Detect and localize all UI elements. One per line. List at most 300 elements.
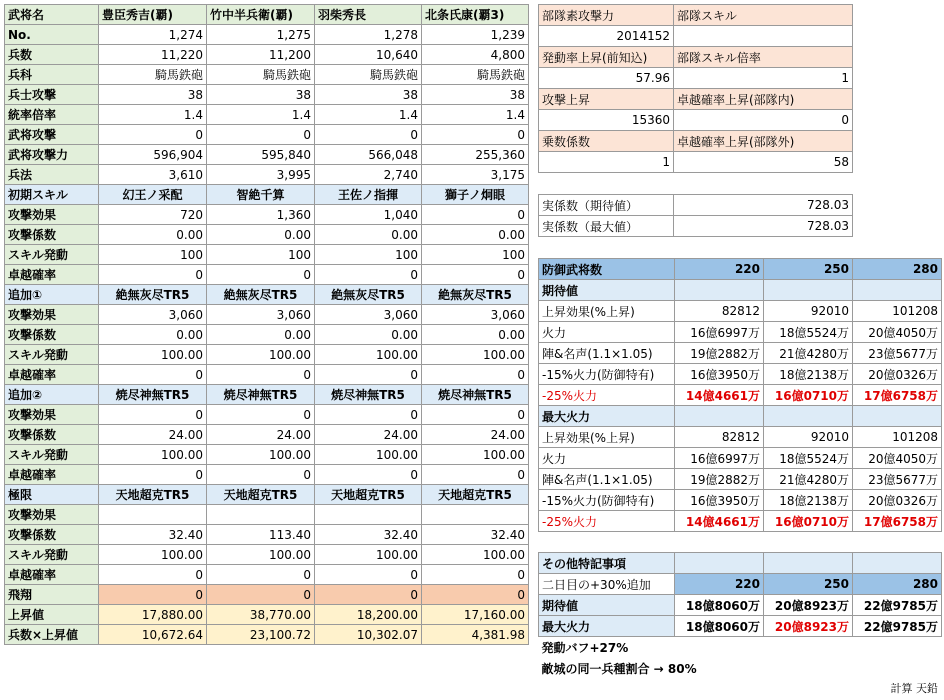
defense-value: 16億0710万	[764, 385, 853, 406]
table-row	[5, 345, 529, 365]
table-row	[5, 45, 529, 65]
value-cell: 0	[315, 125, 422, 145]
value-cell: 10,302.07	[315, 625, 422, 645]
param-value: 58	[674, 152, 853, 173]
defense-value: 21億4280万	[764, 469, 853, 490]
skill-name-cell: 天地超克TR5	[315, 485, 422, 505]
table-row	[5, 625, 529, 645]
column-header-general: 竹中半兵衛(覇)	[207, 5, 315, 25]
table-row	[5, 325, 529, 345]
value-cell: 17,880.00	[99, 605, 207, 625]
param-label-row	[539, 5, 853, 26]
special-sub-label: 二日目の+30%追加	[539, 574, 675, 595]
value-cell: 100.00	[315, 345, 422, 365]
row-label: 攻撃効果	[5, 305, 99, 325]
special-expected-label: 期待値	[539, 595, 675, 616]
defense-row-label: 火力	[539, 322, 675, 343]
skill-name-cell: 絶無灰尽TR5	[207, 285, 315, 305]
value-cell: 10,640	[315, 45, 422, 65]
defense-row	[539, 322, 942, 343]
section-title-fill	[675, 280, 764, 301]
skill-name-cell: 絶無灰尽TR5	[99, 285, 207, 305]
value-cell: 0	[207, 405, 315, 425]
defense-row	[539, 343, 942, 364]
skill-name-cell: 天地超克TR5	[207, 485, 315, 505]
defense-value: 21億4280万	[764, 343, 853, 364]
defense-value: 101208	[853, 427, 942, 448]
unit-stats-table	[4, 4, 529, 645]
value-cell: 1,278	[315, 25, 422, 45]
value-cell: 23,100.72	[207, 625, 315, 645]
column-header-name: 武将名	[5, 5, 99, 25]
defense-value: 92010	[764, 427, 853, 448]
defense-value: 14億4661万	[675, 511, 764, 532]
special-expected-row	[539, 595, 942, 616]
value-cell: 0	[207, 365, 315, 385]
value-cell: 100	[315, 245, 422, 265]
defense-value: 23億5677万	[853, 343, 942, 364]
row-label: スキル発動	[5, 445, 99, 465]
value-cell: 0	[422, 265, 529, 285]
row-label: 卓越確率	[5, 265, 99, 285]
value-cell: 255,360	[422, 145, 529, 165]
defense-row-label: -15%火力(防御特有)	[539, 364, 675, 385]
value-cell: 100.00	[315, 445, 422, 465]
table-row	[5, 305, 529, 325]
defense-row	[539, 301, 942, 322]
value-cell: 11,200	[207, 45, 315, 65]
defense-col-header: 250	[764, 259, 853, 280]
row-label: 追加②	[5, 385, 99, 405]
defense-value: 18億2138万	[764, 490, 853, 511]
value-cell: 18,200.00	[315, 605, 422, 625]
value-cell: 0	[207, 265, 315, 285]
skill-name-cell: 焼尽神無TR5	[422, 385, 529, 405]
table-row	[5, 105, 529, 125]
value-cell: 0	[315, 365, 422, 385]
defense-value: 18億5524万	[764, 448, 853, 469]
section-title-row	[539, 406, 942, 427]
skill-name-cell: 天地超克TR5	[422, 485, 529, 505]
coeff-value: 728.03	[674, 195, 853, 216]
value-cell: 3,610	[99, 165, 207, 185]
row-label: 兵法	[5, 165, 99, 185]
value-cell: 17,160.00	[422, 605, 529, 625]
value-cell: 0.00	[207, 225, 315, 245]
value-cell: 3,060	[207, 305, 315, 325]
param-value-row	[539, 26, 853, 47]
param-value: 0	[674, 110, 853, 131]
value-cell: 24.00	[99, 425, 207, 445]
defense-value: 20億4050万	[853, 322, 942, 343]
defense-value: 92010	[764, 301, 853, 322]
table-row	[5, 205, 529, 225]
value-cell: 566,048	[315, 145, 422, 165]
value-cell: 0	[207, 465, 315, 485]
defense-value: 16億6997万	[675, 322, 764, 343]
value-cell: 38	[207, 85, 315, 105]
value-cell	[207, 505, 315, 525]
value-cell: 2,740	[315, 165, 422, 185]
row-label: 攻撃係数	[5, 225, 99, 245]
value-cell: 4,381.98	[422, 625, 529, 645]
value-cell: 100.00	[315, 545, 422, 565]
defense-value: 20億4050万	[853, 448, 942, 469]
defense-value: 14億4661万	[675, 385, 764, 406]
param-label-row	[539, 131, 853, 152]
value-cell: 1.4	[422, 105, 529, 125]
value-cell: 0	[422, 405, 529, 425]
value-cell: 100	[99, 245, 207, 265]
special-expected-value: 20億8923万	[764, 595, 853, 616]
value-cell: 0	[207, 565, 315, 585]
value-cell: 32.40	[99, 525, 207, 545]
value-cell: 0.00	[422, 325, 529, 345]
value-cell: 1,239	[422, 25, 529, 45]
defense-value: 16億0710万	[764, 511, 853, 532]
table-row	[5, 425, 529, 445]
defense-value: 16億3950万	[675, 364, 764, 385]
param-label: 部隊スキル倍率	[674, 47, 853, 68]
value-cell: 11,220	[99, 45, 207, 65]
defense-row	[539, 385, 942, 406]
value-cell: 720	[99, 205, 207, 225]
value-cell: 0	[99, 405, 207, 425]
row-label: 攻撃効果	[5, 505, 99, 525]
row-label: 兵科	[5, 65, 99, 85]
defense-row	[539, 511, 942, 532]
special-title: その他特記事項	[539, 553, 675, 574]
column-header-general: 豊臣秀吉(覇)	[99, 5, 207, 25]
value-cell: 100.00	[207, 345, 315, 365]
value-cell: 100	[207, 245, 315, 265]
value-cell: 0	[99, 125, 207, 145]
row-label: 攻撃係数	[5, 425, 99, 445]
special-max-value: 22億9785万	[853, 616, 942, 637]
section-title-fill	[764, 406, 853, 427]
skill-name-cell: 絶無灰尽TR5	[315, 285, 422, 305]
table-row	[5, 385, 529, 405]
defense-row	[539, 427, 942, 448]
value-cell: 1,360	[207, 205, 315, 225]
special-note-row	[539, 637, 942, 658]
defense-header-label: 防御武将数	[539, 259, 675, 280]
special-col-header: 280	[853, 574, 942, 595]
value-cell: 0	[315, 565, 422, 585]
row-label: スキル発動	[5, 545, 99, 565]
coeff-value: 728.03	[674, 216, 853, 237]
defense-value: 82812	[675, 427, 764, 448]
value-cell: 騎馬鉄砲	[422, 65, 529, 85]
row-label: 極限	[5, 485, 99, 505]
value-cell: 1,040	[315, 205, 422, 225]
value-cell: 100.00	[99, 545, 207, 565]
row-label: 上昇値	[5, 605, 99, 625]
table-row	[5, 465, 529, 485]
defense-row	[539, 364, 942, 385]
section-title: 最大火力	[539, 406, 675, 427]
param-label: 発動率上昇(前知込)	[539, 47, 674, 68]
defense-row-label: 上昇効果(%上昇)	[539, 427, 675, 448]
defense-row-label: 陣&名声(1.1×1.05)	[539, 343, 675, 364]
value-cell: 595,840	[207, 145, 315, 165]
special-title-row	[539, 553, 942, 574]
column-header-general: 北条氏康(覇3)	[422, 5, 529, 25]
defense-row-label: -25%火力	[539, 511, 675, 532]
defense-value: 19億2882万	[675, 469, 764, 490]
value-cell: 100.00	[99, 345, 207, 365]
value-cell: 0	[99, 465, 207, 485]
value-cell: 1,275	[207, 25, 315, 45]
table-row	[5, 85, 529, 105]
skill-name-cell: 絶無灰尽TR5	[422, 285, 529, 305]
column-header-general: 羽柴秀長	[315, 5, 422, 25]
table-row	[5, 125, 529, 145]
defense-value: 16億3950万	[675, 490, 764, 511]
value-cell: 0	[99, 265, 207, 285]
defense-value: 16億6997万	[675, 448, 764, 469]
value-cell: 1.4	[207, 105, 315, 125]
defense-value: 20億0326万	[853, 490, 942, 511]
defense-row-label: 上昇効果(%上昇)	[539, 301, 675, 322]
param-value-row	[539, 110, 853, 131]
calc-credit: 計算 天鉛	[890, 682, 938, 695]
defense-value: 19億2882万	[675, 343, 764, 364]
value-cell: 3,060	[422, 305, 529, 325]
value-cell: 0	[207, 585, 315, 605]
coeff-row	[539, 216, 853, 237]
value-cell: 0.00	[422, 225, 529, 245]
coeff-row	[539, 195, 853, 216]
defense-value: 17億6758万	[853, 511, 942, 532]
table-row	[5, 605, 529, 625]
defense-row-label: 陣&名声(1.1×1.05)	[539, 469, 675, 490]
table-row	[5, 365, 529, 385]
table-row	[5, 65, 529, 85]
row-label: 卓越確率	[5, 365, 99, 385]
value-cell: 32.40	[422, 525, 529, 545]
skill-name-cell: 獅子ノ炯眼	[422, 185, 529, 205]
defense-col-header: 220	[675, 259, 764, 280]
value-cell: 0.00	[99, 325, 207, 345]
coeff-label: 実係数（最大値）	[539, 216, 674, 237]
param-value: 57.96	[539, 68, 674, 89]
value-cell: 0	[315, 585, 422, 605]
table-row	[5, 265, 529, 285]
row-label: スキル発動	[5, 345, 99, 365]
value-cell: 0	[315, 265, 422, 285]
value-cell: 100.00	[207, 445, 315, 465]
defense-value: 82812	[675, 301, 764, 322]
value-cell: 0.00	[207, 325, 315, 345]
param-label: 攻撃上昇	[539, 89, 674, 110]
param-label: 部隊素攻撃力	[539, 5, 674, 26]
value-cell: 0	[422, 565, 529, 585]
row-label: 飛翔	[5, 585, 99, 605]
table-row	[5, 145, 529, 165]
row-label: 武将攻撃	[5, 125, 99, 145]
param-label: 卓越確率上昇(部隊内)	[674, 89, 853, 110]
row-label: スキル発動	[5, 245, 99, 265]
value-cell: 3,175	[422, 165, 529, 185]
row-label: 武将攻撃力	[5, 145, 99, 165]
defense-header-row	[539, 259, 942, 280]
row-label: 卓越確率	[5, 465, 99, 485]
table-row	[5, 165, 529, 185]
skill-name-cell: 焼尽神無TR5	[207, 385, 315, 405]
table-row	[5, 565, 529, 585]
defense-value: 17億6758万	[853, 385, 942, 406]
value-cell: 騎馬鉄砲	[99, 65, 207, 85]
value-cell: 0	[99, 365, 207, 385]
skill-name-cell: 焼尽神無TR5	[315, 385, 422, 405]
row-label: 兵士攻撃	[5, 85, 99, 105]
value-cell: 100.00	[207, 545, 315, 565]
value-cell: 1.4	[315, 105, 422, 125]
value-cell: 0	[315, 405, 422, 425]
section-title-fill	[853, 280, 942, 301]
skill-name-cell: 幻王ノ采配	[99, 185, 207, 205]
param-label: 乗数係数	[539, 131, 674, 152]
special-max-label: 最大火力	[539, 616, 675, 637]
value-cell	[422, 505, 529, 525]
value-cell: 38	[99, 85, 207, 105]
special-col-header: 250	[764, 574, 853, 595]
value-cell: 0	[207, 125, 315, 145]
special-max-value: 18億8060万	[675, 616, 764, 637]
table-row	[5, 585, 529, 605]
param-value: 1	[674, 68, 853, 89]
section-title-fill	[853, 406, 942, 427]
defense-value: 23億5677万	[853, 469, 942, 490]
param-value	[674, 26, 853, 47]
param-label-row	[539, 47, 853, 68]
table-row	[5, 505, 529, 525]
value-cell: 0	[315, 465, 422, 485]
value-cell: 38	[315, 85, 422, 105]
value-cell: 0	[99, 585, 207, 605]
value-cell: 100.00	[422, 345, 529, 365]
value-cell: 3,995	[207, 165, 315, 185]
table-row	[5, 285, 529, 305]
special-title-fill	[764, 553, 853, 574]
param-value: 1	[539, 152, 674, 173]
special-max-value: 20億8923万	[764, 616, 853, 637]
value-cell: 24.00	[422, 425, 529, 445]
value-cell: 24.00	[207, 425, 315, 445]
param-value: 15360	[539, 110, 674, 131]
value-cell: 0.00	[99, 225, 207, 245]
value-cell: 596,904	[99, 145, 207, 165]
row-label: 攻撃効果	[5, 205, 99, 225]
section-title-row	[539, 280, 942, 301]
defense-row-label: -25%火力	[539, 385, 675, 406]
special-expected-value: 18億8060万	[675, 595, 764, 616]
table-row	[5, 445, 529, 465]
value-cell: 0	[422, 465, 529, 485]
table-row	[5, 25, 529, 45]
special-header-row	[539, 574, 942, 595]
defense-value: 20億0326万	[853, 364, 942, 385]
param-label-row	[539, 89, 853, 110]
param-value-row	[539, 68, 853, 89]
defense-col-header: 280	[853, 259, 942, 280]
value-cell: 0	[99, 565, 207, 585]
row-label: 追加①	[5, 285, 99, 305]
special-title-fill	[853, 553, 942, 574]
value-cell	[315, 505, 422, 525]
row-label: 攻撃係数	[5, 325, 99, 345]
troop-params-panel	[538, 4, 852, 173]
row-label: 攻撃係数	[5, 525, 99, 545]
section-title: 期待値	[539, 280, 675, 301]
defense-row	[539, 469, 942, 490]
defense-table	[538, 258, 941, 532]
coefficient-panel	[538, 194, 852, 237]
special-note: 発動バフ+27%	[541, 640, 629, 655]
table-row	[5, 485, 529, 505]
param-value-row	[539, 152, 853, 173]
value-cell: 100.00	[99, 445, 207, 465]
special-col-header: 220	[675, 574, 764, 595]
skill-name-cell: 天地超克TR5	[99, 485, 207, 505]
section-title-fill	[675, 406, 764, 427]
row-label: No.	[5, 25, 99, 45]
value-cell: 3,060	[99, 305, 207, 325]
value-cell: 0.00	[315, 325, 422, 345]
value-cell: 113.40	[207, 525, 315, 545]
table-row	[5, 185, 529, 205]
special-notes-table	[538, 552, 941, 679]
param-value: 2014152	[539, 26, 674, 47]
defense-value: 101208	[853, 301, 942, 322]
value-cell: 38	[422, 85, 529, 105]
defense-row	[539, 448, 942, 469]
header-row	[5, 5, 529, 25]
defense-value: 18億2138万	[764, 364, 853, 385]
value-cell: 4,800	[422, 45, 529, 65]
table-row	[5, 225, 529, 245]
row-label: 初期スキル	[5, 185, 99, 205]
skill-name-cell: 王佐ノ指揮	[315, 185, 422, 205]
value-cell: 0	[422, 205, 529, 225]
row-label: 兵数×上昇値	[5, 625, 99, 645]
defense-row	[539, 490, 942, 511]
table-row	[5, 405, 529, 425]
value-cell: 100	[422, 245, 529, 265]
value-cell: 0	[422, 365, 529, 385]
value-cell: 騎馬鉄砲	[207, 65, 315, 85]
special-max-row	[539, 616, 942, 637]
table-row	[5, 545, 529, 565]
defense-row-label: -15%火力(防御特有)	[539, 490, 675, 511]
skill-name-cell: 焼尽神無TR5	[99, 385, 207, 405]
value-cell: 100.00	[422, 445, 529, 465]
row-label: 卓越確率	[5, 565, 99, 585]
row-label: 統率倍率	[5, 105, 99, 125]
special-expected-value: 22億9785万	[853, 595, 942, 616]
special-title-fill	[675, 553, 764, 574]
value-cell: 0.00	[315, 225, 422, 245]
coeff-label: 実係数（期待値）	[539, 195, 674, 216]
value-cell: 3,060	[315, 305, 422, 325]
section-title-fill	[764, 280, 853, 301]
special-note: 敵城の同一兵種割合 → 80%	[541, 661, 697, 676]
skill-name-cell: 智絶千算	[207, 185, 315, 205]
param-label: 卓越確率上昇(部隊外)	[674, 131, 853, 152]
value-cell: 0	[422, 125, 529, 145]
param-label: 部隊スキル	[674, 5, 853, 26]
